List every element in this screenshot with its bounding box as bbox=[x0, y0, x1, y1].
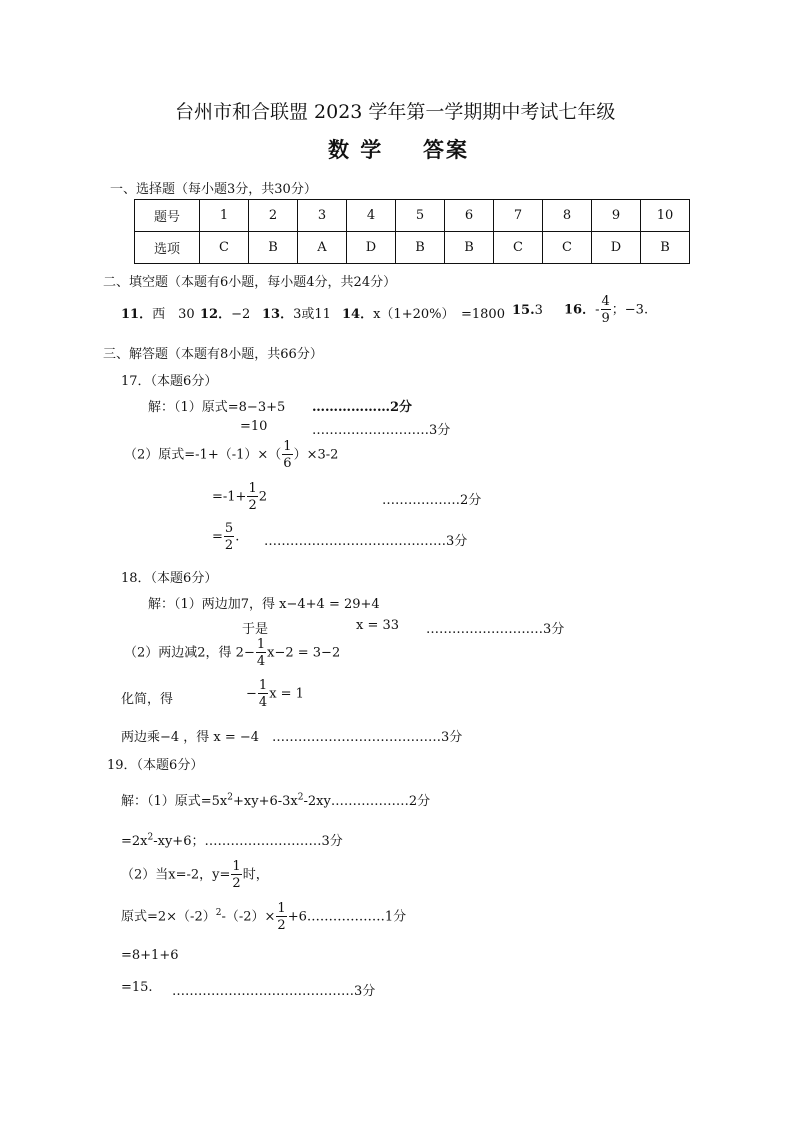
q19-line4 bbox=[121, 902, 406, 932]
table-cell: B bbox=[641, 232, 690, 264]
q18-line5-score: …………………………………3分 bbox=[272, 730, 463, 745]
exponent: 2 bbox=[215, 908, 222, 919]
expr-part: -（-2）× bbox=[221, 909, 276, 925]
table-cell: C bbox=[200, 232, 249, 264]
page-title: 台州市和合联盟 2023 学年第一学期期中考试七年级 bbox=[175, 101, 616, 123]
answer-title: 答案 bbox=[423, 137, 469, 162]
table-cell: 3 bbox=[298, 200, 347, 232]
expr-part: （2）两边减2，得 2− bbox=[124, 645, 255, 661]
section3-heading: 三、解答题（本题有8小题，共66分） bbox=[103, 347, 323, 362]
q19-line2 bbox=[121, 830, 343, 849]
expr-part: （2）当x=-2，y= bbox=[121, 867, 231, 883]
fill-item-11 bbox=[121, 303, 195, 322]
q18-label: 18．（本题6分） bbox=[121, 571, 218, 586]
item-number: 14． bbox=[342, 307, 374, 322]
table-cell: C bbox=[494, 232, 543, 264]
denominator: 2 bbox=[224, 538, 234, 553]
table-cell: 4 bbox=[347, 200, 396, 232]
fraction bbox=[224, 522, 234, 552]
item-number: 13． bbox=[262, 307, 294, 322]
table-cell: 1 bbox=[200, 200, 249, 232]
numerator: 1 bbox=[258, 678, 268, 693]
numerator: 5 bbox=[224, 521, 234, 536]
item-number: 11． bbox=[121, 307, 153, 322]
fraction bbox=[231, 860, 241, 890]
expr-part: = bbox=[212, 529, 223, 545]
fraction bbox=[256, 638, 266, 668]
q19-line1 bbox=[121, 790, 430, 809]
q18-line2a: 于是 bbox=[242, 622, 269, 637]
q19-line5: =8+1+6 bbox=[121, 948, 179, 963]
table-cell: A bbox=[298, 232, 347, 264]
table-cell: 2 bbox=[249, 200, 298, 232]
table-cell: 7 bbox=[494, 200, 543, 232]
item-answer: 3 bbox=[534, 303, 543, 318]
table-cell: D bbox=[347, 232, 396, 264]
expr-part: 原式=2×（-2） bbox=[121, 909, 216, 925]
fill-item-13 bbox=[262, 303, 331, 322]
fill-item-16 bbox=[564, 295, 648, 325]
q18-line1: 解：（1）两边加7，得 x−4+4 = 29+4 bbox=[148, 597, 380, 612]
table-cell: 8 bbox=[543, 200, 592, 232]
row-header-answer: 选项 bbox=[135, 232, 200, 264]
expr-part: ）×3-2 bbox=[293, 447, 339, 463]
expr-part: 解：（1）原式=5x bbox=[121, 794, 228, 809]
exponent: 2 bbox=[147, 832, 154, 843]
q19-label: 19．（本题6分） bbox=[107, 758, 204, 773]
fraction bbox=[247, 482, 257, 512]
denominator: 2 bbox=[248, 498, 257, 513]
denominator: 6 bbox=[283, 456, 292, 471]
q17-line4 bbox=[212, 482, 267, 512]
q18-line5: 两边乘−4 ，得 x = −4 bbox=[121, 730, 260, 745]
row-header-number: 题号 bbox=[135, 200, 200, 232]
table-row-answers bbox=[135, 232, 690, 264]
numerator: 1 bbox=[277, 901, 286, 916]
q18-line4a: 化简，得 bbox=[121, 692, 174, 707]
section1-heading: 一、选择题（每小题3分，共30分） bbox=[110, 182, 317, 197]
expr-part: − bbox=[246, 686, 257, 702]
q18-line3 bbox=[124, 638, 340, 668]
table-cell: 5 bbox=[396, 200, 445, 232]
denominator: 4 bbox=[256, 654, 266, 669]
score: ………………………3分 bbox=[204, 834, 343, 849]
denominator: 4 bbox=[258, 695, 268, 710]
numerator: 4 bbox=[601, 294, 610, 309]
expr-part: 时， bbox=[242, 867, 269, 883]
q17-line2-score: ………………………3分 bbox=[312, 423, 451, 438]
q17-line4-score: ………………2分 bbox=[382, 493, 482, 508]
q19-line6-score: ……………………………………3分 bbox=[172, 984, 376, 999]
q19-line6: =15. bbox=[121, 980, 153, 995]
q18-line4b bbox=[246, 679, 304, 709]
q17-line5-score: ……………………………………3分 bbox=[264, 534, 468, 549]
q18-line2b: x = 33 bbox=[356, 618, 400, 633]
q17-line1: 解：（1）原式=8−3+5 bbox=[148, 400, 286, 415]
table-cell: 9 bbox=[592, 200, 641, 232]
item-answer: −2 bbox=[231, 307, 251, 322]
fraction bbox=[601, 295, 611, 325]
table-cell: B bbox=[396, 232, 445, 264]
denominator: 2 bbox=[232, 876, 241, 891]
q19-line3 bbox=[121, 860, 269, 890]
item-answer: x（1+20%） =1800 bbox=[373, 307, 505, 322]
fraction bbox=[258, 679, 268, 709]
table-cell: 10 bbox=[641, 200, 690, 232]
expr-part: x = 1 bbox=[269, 686, 304, 702]
fraction bbox=[282, 440, 292, 470]
answer-table bbox=[134, 199, 690, 264]
fraction bbox=[276, 902, 286, 932]
table-cell: 6 bbox=[445, 200, 494, 232]
denominator: 9 bbox=[601, 311, 610, 326]
numerator: 1 bbox=[248, 481, 257, 496]
q17-line3 bbox=[124, 440, 338, 470]
item-answer: 西 30 bbox=[152, 307, 195, 322]
item-answer-sign: - bbox=[595, 302, 600, 318]
section2-heading: 二、填空题（本题有6小题，每小题4分，共24分） bbox=[103, 275, 397, 290]
expr-part: -xy+6； bbox=[153, 834, 205, 849]
numerator: 1 bbox=[232, 859, 241, 874]
expr-part: （2）原式=-1+（-1）×（ bbox=[124, 447, 282, 463]
table-cell: D bbox=[592, 232, 641, 264]
expr-part: x−2 = 3−2 bbox=[267, 645, 341, 661]
expr-part: . bbox=[235, 529, 240, 545]
fill-item-15 bbox=[512, 303, 543, 318]
item-answer-rest: ；−3. bbox=[611, 302, 649, 318]
expr-part: 2 bbox=[258, 489, 268, 505]
score: ………………1分 bbox=[306, 909, 407, 925]
q17-label: 17．（本题6分） bbox=[121, 374, 218, 389]
expr-part: +6 bbox=[287, 909, 307, 925]
item-number: 12． bbox=[200, 307, 232, 322]
table-cell: B bbox=[249, 232, 298, 264]
expr-part: =2x bbox=[121, 834, 148, 849]
score: ………………2分 bbox=[330, 794, 431, 809]
expr-part: +xy+6-3x bbox=[233, 794, 298, 809]
exponent: 2 bbox=[227, 792, 234, 803]
table-row-numbers bbox=[135, 200, 690, 232]
fill-item-12 bbox=[200, 303, 250, 322]
subject-title: 数 学 bbox=[328, 137, 384, 162]
denominator: 2 bbox=[277, 918, 286, 933]
fill-item-14 bbox=[342, 303, 505, 322]
numerator: 1 bbox=[256, 637, 266, 652]
table-cell: C bbox=[543, 232, 592, 264]
item-number: 15. bbox=[512, 303, 535, 318]
item-answer: 3或11 bbox=[293, 307, 331, 322]
numerator: 1 bbox=[283, 439, 292, 454]
expr-part: -2xy bbox=[303, 794, 331, 809]
q17-line2: =10 bbox=[240, 419, 268, 434]
expr-part: =-1+ bbox=[212, 489, 247, 505]
q17-line5 bbox=[212, 522, 239, 552]
q17-line1-score: ………………2分 bbox=[312, 400, 413, 415]
exponent: 2 bbox=[297, 792, 304, 803]
q18-line2-score: ………………………3分 bbox=[426, 622, 565, 637]
item-number: 16． bbox=[564, 302, 596, 318]
table-cell: B bbox=[445, 232, 494, 264]
